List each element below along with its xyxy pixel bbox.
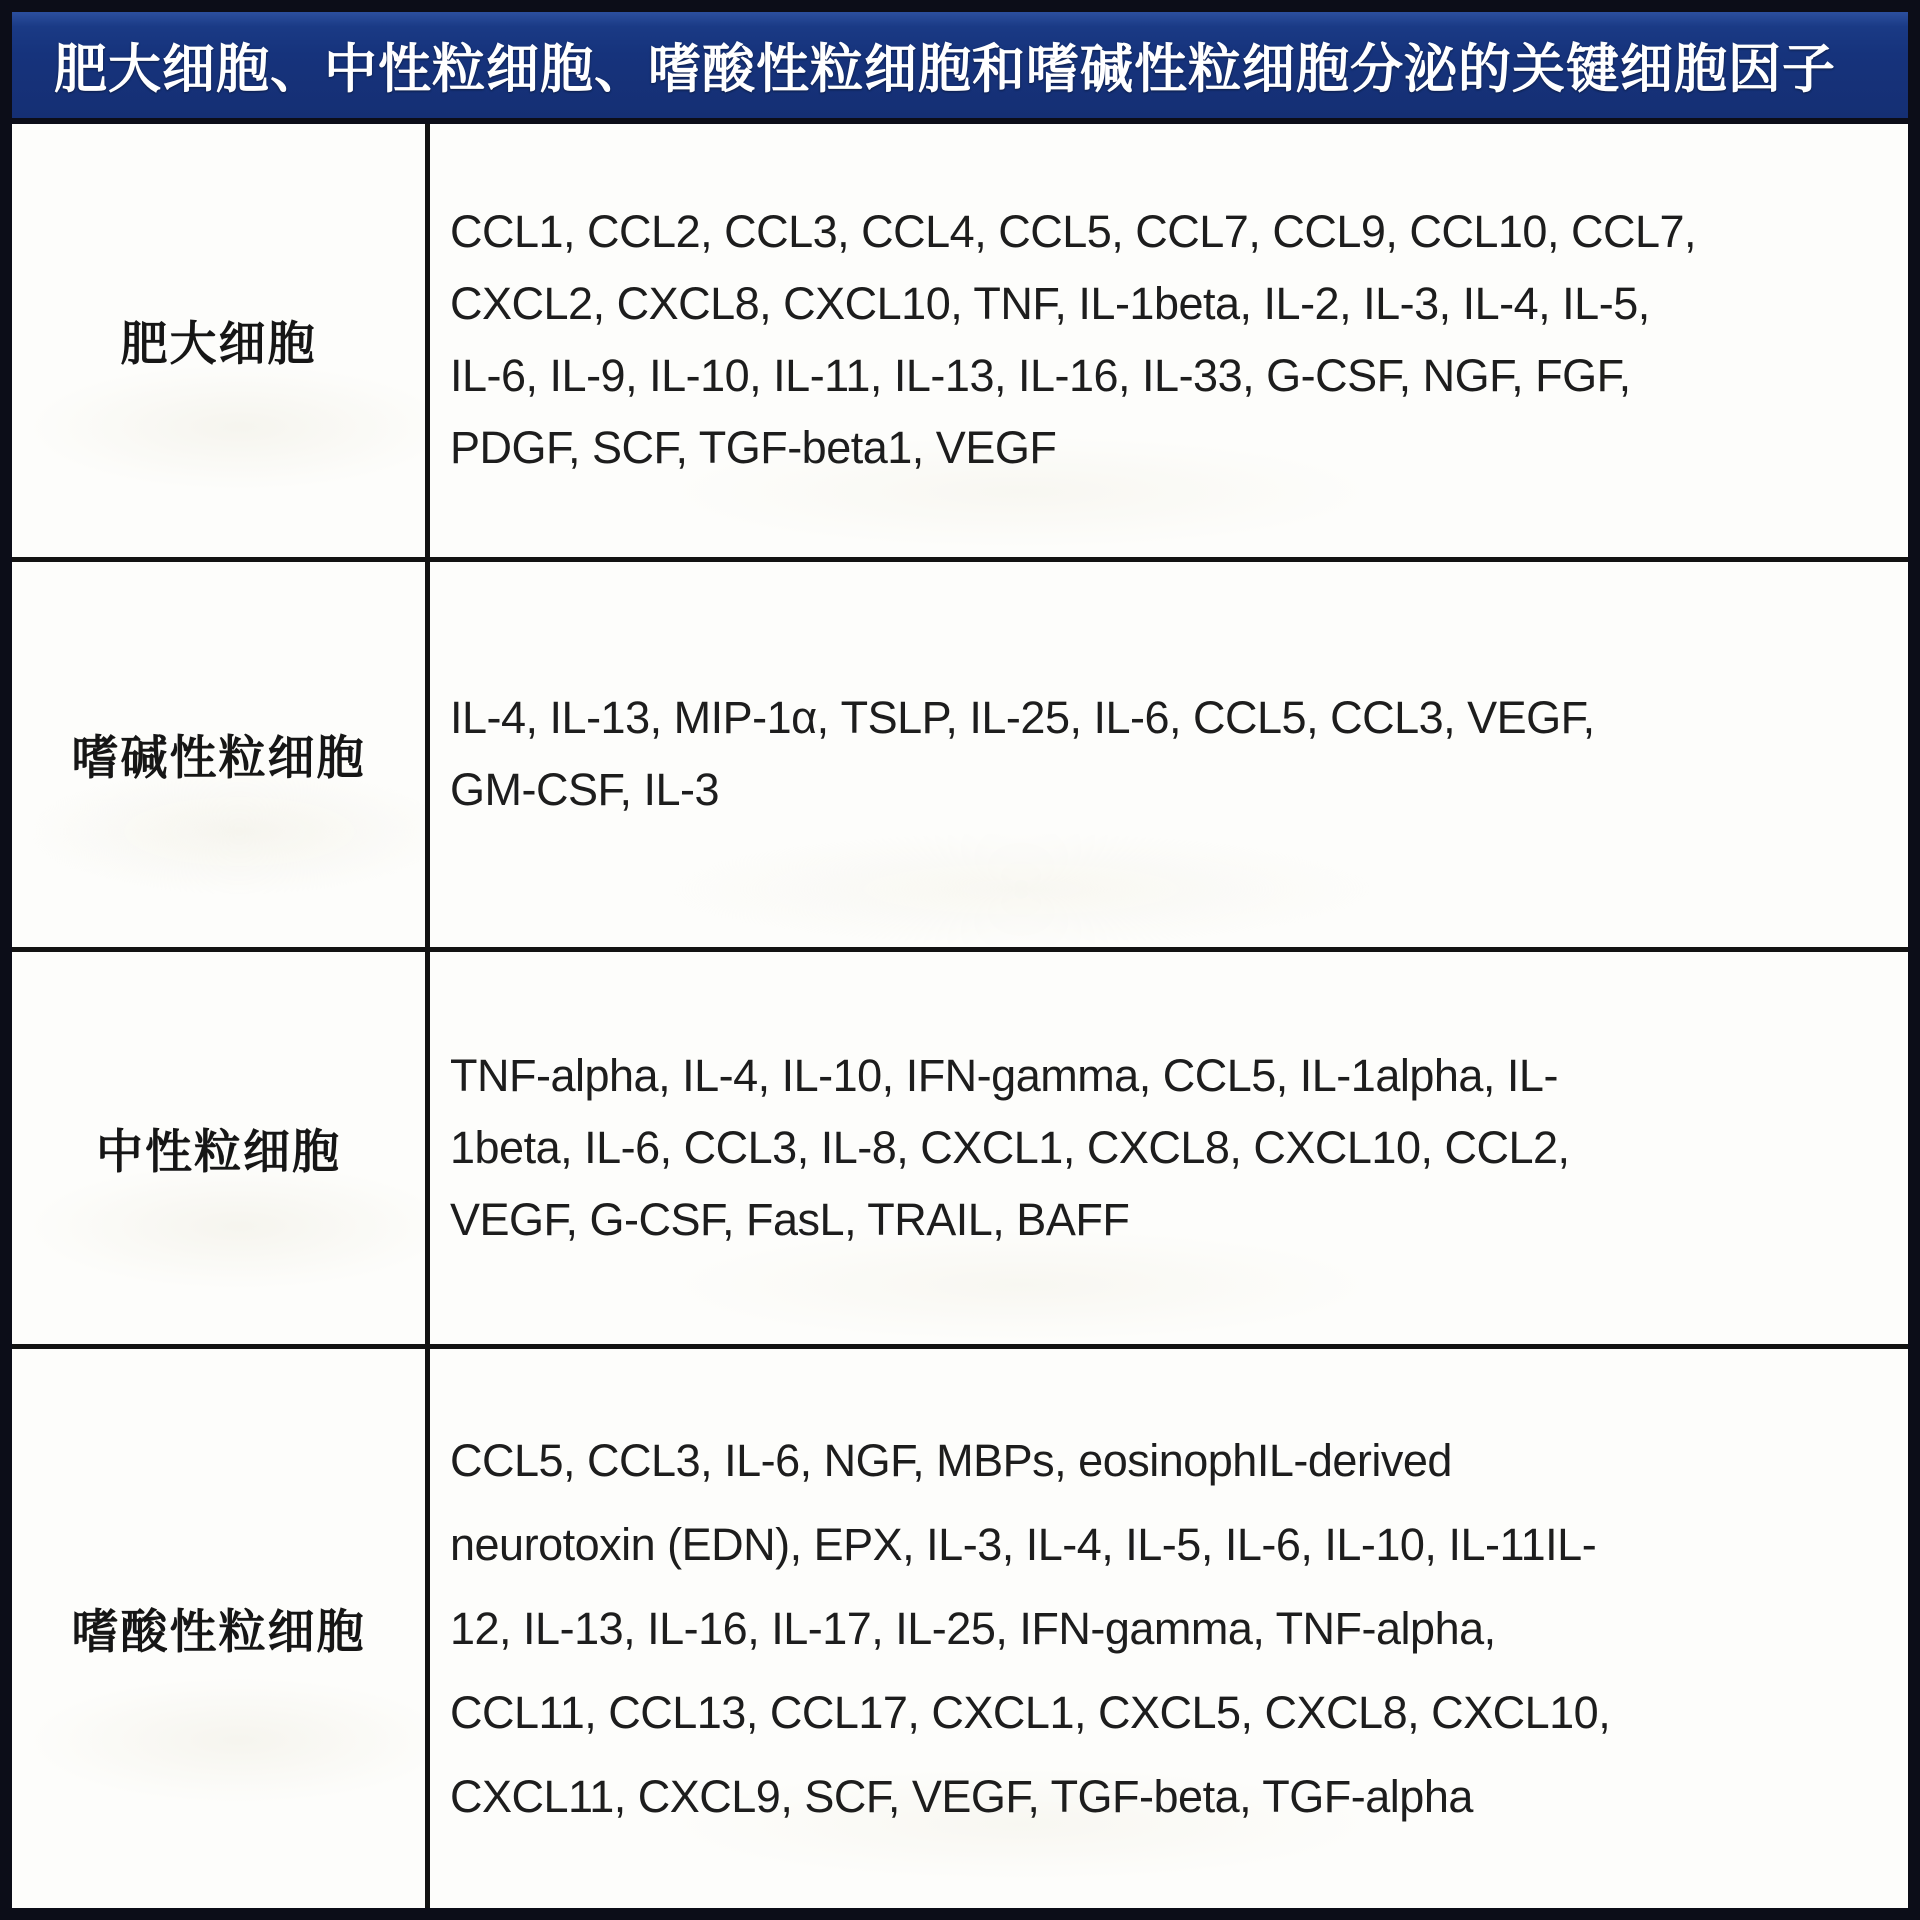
table-row-eosinophils: [12, 1344, 1908, 1908]
cytokine-line: 12, IL-13, IL-16, IL-17, IL-25, IFN-gamma, TNF-alpha,: [450, 1602, 1496, 1654]
cytokine-line: neurotoxin (EDN), EPX, IL-3, IL-4, IL-5, IL-6, IL-10, IL-11IL-: [450, 1518, 1597, 1570]
cytokine-line: TNF-alpha, IL-4, IL-10, IFN-gamma, CCL5, IL-1alpha, IL-: [450, 1050, 1558, 1102]
row-label-mast-cells: 肥大细胞: [120, 316, 317, 370]
row-content-eosinophils: [430, 1349, 1908, 1908]
row-label-eosinophils: 嗜酸性粒细胞: [71, 1605, 366, 1659]
table-row-mast-cells: [12, 124, 1908, 557]
cytokine-table: [12, 124, 1908, 1908]
row-label-cell: [12, 124, 430, 557]
row-label-basophils: 嗜碱性粒细胞: [71, 730, 366, 784]
table-row-basophils: [12, 557, 1908, 948]
row-content-neutrophils: [430, 952, 1908, 1344]
cytokine-line: CXCL2, CXCL8, CXCL10, TNF, IL-1beta, IL-2, IL-3, IL-4, IL-5,: [450, 278, 1650, 330]
table-title: 肥大细胞、中性粒细胞、嗜酸性粒细胞和嗜碱性粒细胞分泌的关键细胞因子: [54, 40, 1836, 99]
cytokine-line: CCL1, CCL2, CCL3, CCL4, CCL5, CCL7, CCL9, CCL10, CCL7,: [450, 206, 1697, 258]
cytokine-line: CXCL11, CXCL9, SCF, VEGF, TGF-beta, TGF-alpha: [450, 1770, 1473, 1822]
row-label-cell: [12, 952, 430, 1344]
row-content-mast-cells: [430, 124, 1908, 557]
cytokine-line: CCL5, CCL3, IL-6, NGF, MBPs, eosinophIL-derived: [450, 1434, 1452, 1486]
table-title-bar: [12, 12, 1908, 124]
cytokine-line: CCL11, CCL13, CCL17, CXCL1, CXCL5, CXCL8, CXCL10,: [450, 1686, 1611, 1738]
cytokine-line: PDGF, SCF, TGF-beta1, VEGF: [450, 422, 1057, 474]
row-label-cell: [12, 1349, 430, 1908]
row-label-neutrophils: 中性粒细胞: [96, 1124, 341, 1178]
row-content-basophils: [430, 562, 1908, 948]
table-row-neutrophils: [12, 947, 1908, 1344]
cytokine-line: GM-CSF, IL-3: [450, 764, 720, 816]
cytokine-line: IL-4, IL-13, MIP-1α, TSLP, IL-25, IL-6, CCL5, CCL3, VEGF,: [450, 692, 1595, 744]
cytokine-line: IL-6, IL-9, IL-10, IL-11, IL-13, IL-16, IL-33, G-CSF, NGF, FGF,: [450, 350, 1631, 402]
cytokine-line: 1beta, IL-6, CCL3, IL-8, CXCL1, CXCL8, CXCL10, CCL2,: [450, 1122, 1570, 1174]
cytokine-line: VEGF, G-CSF, FasL, TRAIL, BAFF: [450, 1194, 1130, 1246]
row-label-cell: [12, 562, 430, 948]
